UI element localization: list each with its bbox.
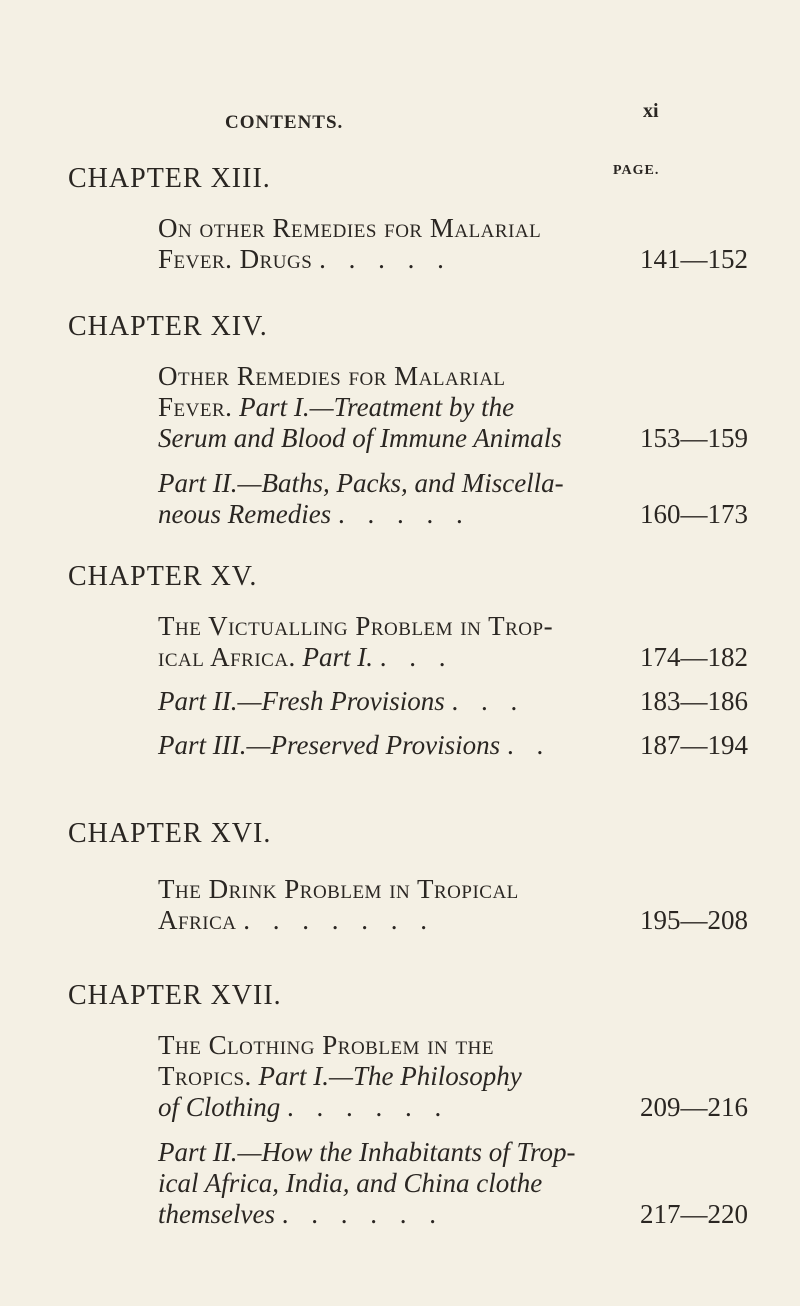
chapter-title: CHAPTER XVI.	[68, 818, 272, 849]
entry-line	[158, 1061, 628, 1092]
entry-line-italic: Part I.—Treatment by the	[239, 392, 515, 422]
chapter-title: CHAPTER XIV.	[68, 311, 268, 342]
chapter-xv	[68, 561, 748, 761]
toc-entry	[158, 213, 758, 275]
entry-line-text: neous Remedies	[158, 499, 332, 529]
entry-text	[158, 686, 628, 717]
entry-text	[158, 730, 628, 761]
toc-entry	[158, 1137, 758, 1230]
toc-entry	[158, 730, 758, 761]
page-column-label: PAGE.	[613, 163, 660, 178]
entry-line-text: Part II.—Fresh Provisions	[158, 686, 445, 716]
entry-text	[158, 611, 628, 673]
entry-pages: 217—220	[640, 1199, 748, 1229]
entry-line-italic: Part I.	[302, 642, 374, 672]
entry-line	[158, 1199, 628, 1230]
entry-pages: 141—152	[640, 244, 748, 274]
entry-line	[158, 244, 628, 275]
entry-line-text: Fever. Drugs	[158, 244, 313, 274]
entry-line: The Drink Problem in Tropical	[158, 874, 519, 904]
running-head: CONTENTS.	[225, 112, 344, 133]
entry-text	[158, 1030, 628, 1123]
entry-line: On other Remedies for Malarial	[158, 213, 542, 243]
toc-entry	[158, 468, 758, 530]
chapter-xvii	[68, 980, 748, 1230]
entry-pages: 160—173	[640, 499, 748, 529]
entry-line-text: Part III.—Preserved Provisions	[158, 730, 501, 760]
entry-line	[158, 392, 628, 423]
entry-line: The Clothing Problem in the	[158, 1030, 494, 1060]
chapter-title: CHAPTER XV.	[68, 561, 258, 592]
entry-line	[158, 686, 628, 717]
entry-text	[158, 361, 628, 454]
entry-line	[158, 1092, 628, 1123]
entry-pages: 209—216	[640, 1092, 748, 1122]
entry-text	[158, 468, 628, 530]
entry-line-text: of Clothing	[158, 1092, 281, 1122]
chapter-title: CHAPTER XIII.	[68, 163, 271, 194]
chapter-xiv	[68, 311, 748, 530]
entry-line: Part II.—How the Inhabitants of Trop-	[158, 1137, 576, 1167]
entry-line-text: Fever.	[158, 392, 233, 422]
leader-dots: . . . . .	[319, 244, 452, 274]
leader-dots: . . . . . .	[281, 1199, 444, 1229]
toc-entry	[158, 874, 758, 936]
entry-pages: 183—186	[640, 686, 748, 716]
chapter-xiii	[68, 163, 748, 275]
leader-dots: . . . . .	[337, 499, 471, 529]
toc-entry	[158, 686, 758, 717]
entry-line: The Victualling Problem in Trop-	[158, 611, 554, 641]
entry-line: Serum and Blood of Immune Animals	[158, 423, 562, 453]
toc-entry	[158, 611, 758, 673]
entry-text	[158, 1137, 628, 1230]
entry-line-text: ical Africa.	[158, 642, 296, 672]
entry-line	[158, 642, 628, 673]
entry-line-text: Tropics.	[158, 1061, 252, 1091]
entry-pages: 195—208	[640, 905, 748, 935]
leader-dots: . . .	[379, 642, 454, 672]
entry-line: ical Africa, India, and China clothe	[158, 1168, 543, 1198]
entry-line	[158, 905, 628, 936]
toc-entry	[158, 361, 758, 454]
toc-entry	[158, 1030, 758, 1123]
entry-line-italic: Part I.—The Philosophy	[258, 1061, 522, 1091]
entry-line: Other Remedies for Malarial	[158, 361, 506, 391]
entry-pages: 153—159	[640, 423, 748, 453]
page-number: xi	[643, 100, 659, 122]
leader-dots: . .	[506, 730, 552, 760]
entry-line	[158, 730, 628, 761]
entry-line-text: themselves	[158, 1199, 275, 1229]
entry-text	[158, 874, 628, 936]
leader-dots: . . . . . .	[287, 1092, 450, 1122]
entry-text	[158, 213, 628, 275]
entry-line	[158, 499, 628, 530]
entry-pages: 174—182	[640, 642, 748, 672]
chapter-title: CHAPTER XVII.	[68, 980, 282, 1011]
leader-dots: . . .	[451, 686, 526, 716]
entry-line-text: Africa	[158, 905, 237, 935]
entry-line: Part II.—Baths, Packs, and Miscella-	[158, 468, 564, 498]
entry-pages: 187—194	[640, 730, 748, 760]
leader-dots: . . . . . . .	[243, 905, 435, 935]
chapter-xvi	[68, 818, 748, 936]
